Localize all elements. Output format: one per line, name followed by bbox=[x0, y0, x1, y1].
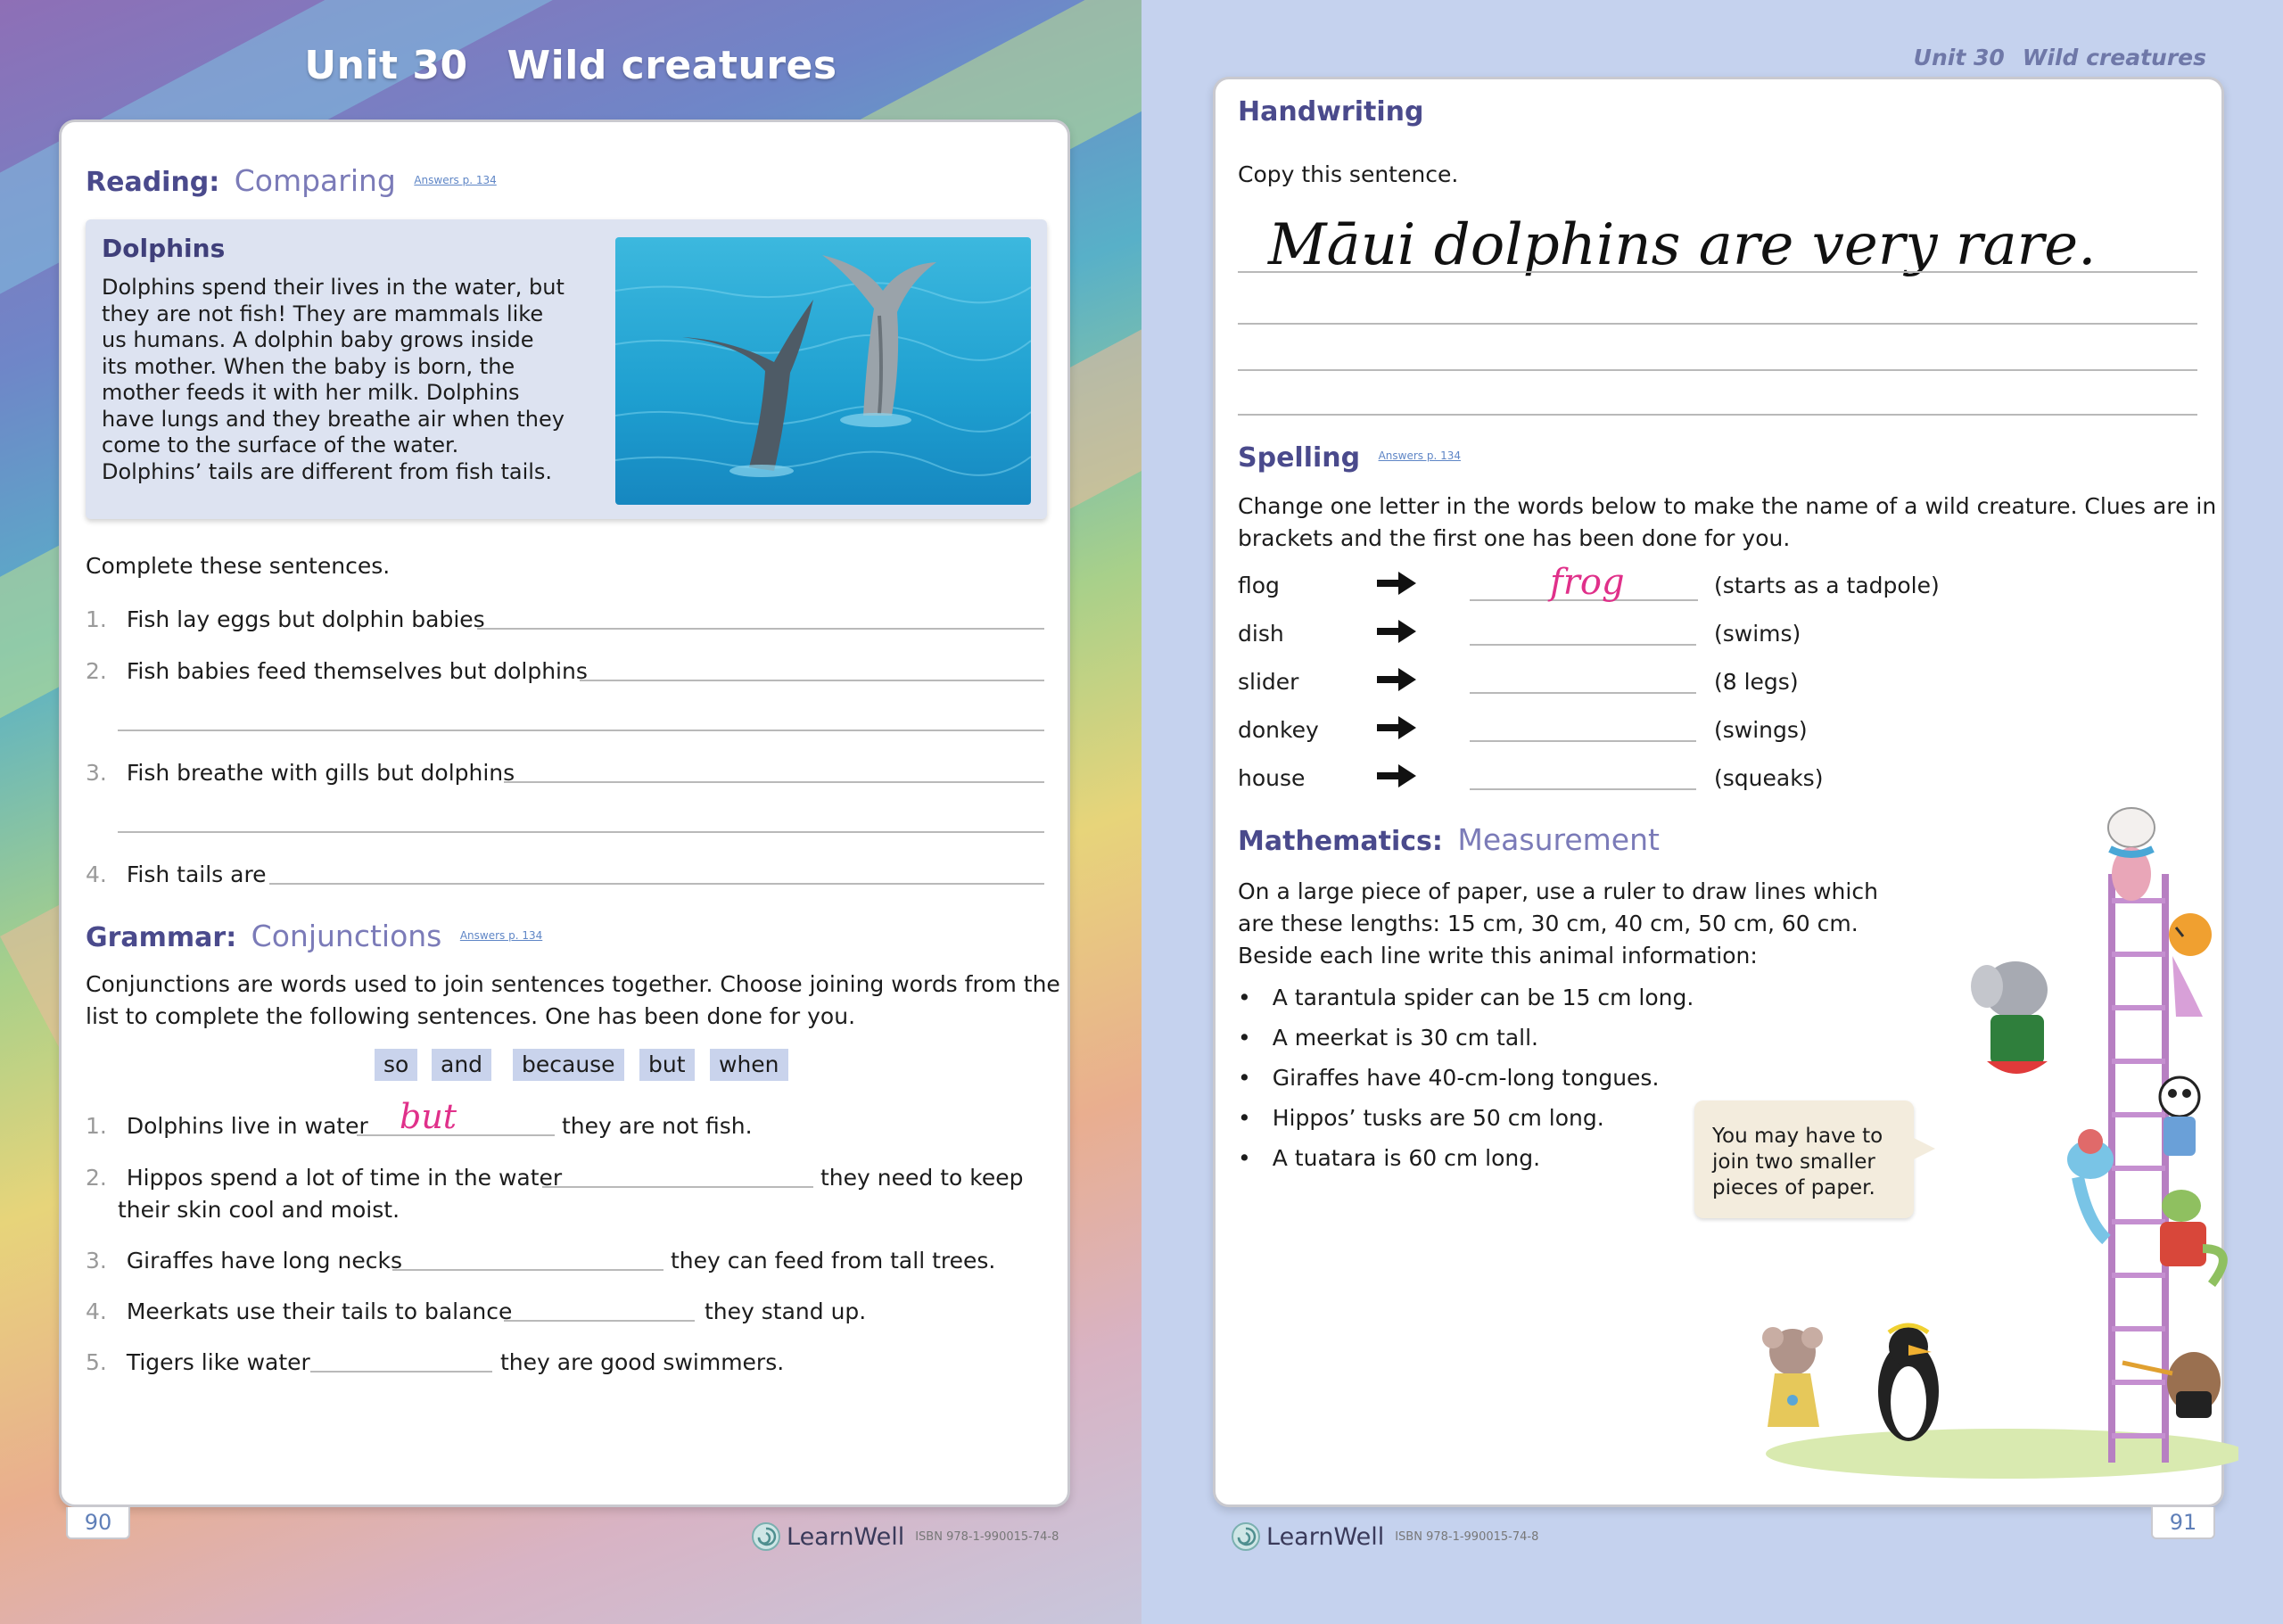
unit-topic: Wild creatures bbox=[507, 43, 837, 88]
handwriting-instruction: Copy this sentence. bbox=[1238, 161, 1459, 187]
bullet-icon: • bbox=[1238, 1145, 1251, 1171]
item-text-continued: their skin cool and moist. bbox=[118, 1197, 400, 1223]
item-number: 3. bbox=[86, 1248, 107, 1274]
question-number: 1. bbox=[86, 606, 107, 632]
maths-label: Mathematics: bbox=[1238, 826, 1443, 857]
item-text-before: Meerkats use their tails to balance bbox=[126, 1298, 513, 1324]
maths-intro-line: On a large piece of paper, use a ruler to draw lines which bbox=[1238, 878, 1878, 904]
word-chip-because: because bbox=[513, 1049, 624, 1081]
spelling-clue: (swims) bbox=[1714, 621, 1801, 647]
handwritten-answer: frog bbox=[1550, 562, 1625, 603]
dolphin-text-line: its mother. When the baby is born, the bbox=[102, 353, 515, 379]
question-text: Fish lay eggs but dolphin babies bbox=[126, 606, 485, 632]
question-1 bbox=[86, 606, 485, 632]
spelling-clue: (squeaks) bbox=[1714, 765, 1824, 791]
right-arrow-icon bbox=[1377, 572, 1416, 595]
spelling-intro-line: Change one letter in the words below to make the name of a wild creature. Clues are in bbox=[1238, 493, 2217, 519]
dolphin-text-line: come to the surface of the water. bbox=[102, 433, 459, 458]
handwriting-model-sentence: Māui dolphins are very rare. bbox=[1268, 212, 2097, 278]
dolphin-info-box bbox=[86, 219, 1047, 519]
unit-number: Unit 30 bbox=[304, 43, 468, 88]
dolphin-text-line: us humans. A dolphin baby grows inside bbox=[102, 327, 534, 352]
learnwell-logo-icon bbox=[751, 1521, 781, 1552]
spelling-intro-line: brackets and the first one has been done for you. bbox=[1238, 525, 1791, 551]
learnwell-logo-icon bbox=[1231, 1521, 1261, 1552]
dolphin-text-line: Dolphins spend their lives in the water, but bbox=[102, 275, 565, 300]
page-number: 90 bbox=[66, 1507, 130, 1539]
grammar-label: Grammar: bbox=[86, 922, 237, 953]
item-text-after: they can feed from tall trees. bbox=[671, 1248, 996, 1274]
spelling-word: slider bbox=[1238, 669, 1299, 695]
maths-bullet bbox=[1238, 1105, 1604, 1131]
grammar-subtitle: Conjunctions bbox=[251, 919, 442, 953]
bullet-text: A meerkat is 30 cm tall. bbox=[1272, 1025, 1538, 1051]
word-chip-but: but bbox=[639, 1049, 695, 1081]
item-text-after: they stand up. bbox=[705, 1298, 867, 1324]
grammar-item-3 bbox=[86, 1248, 402, 1274]
page-number: 91 bbox=[2151, 1507, 2215, 1539]
spelling-word: dish bbox=[1238, 621, 1284, 647]
spelling-heading bbox=[1238, 442, 1461, 474]
running-header bbox=[1914, 45, 2206, 70]
question-2 bbox=[86, 658, 588, 684]
item-text-after: they need to keep bbox=[820, 1165, 1024, 1191]
bullet-text: Hippos’ tusks are 50 cm long. bbox=[1272, 1105, 1604, 1131]
brand-name: LearnWell bbox=[787, 1522, 905, 1551]
writing-line-4[interactable] bbox=[1238, 414, 2197, 416]
maths-intro-line: Beside each line write this animal information: bbox=[1238, 943, 1758, 969]
speech-bubble bbox=[1694, 1101, 1914, 1218]
tuatara-character bbox=[2160, 1190, 2223, 1284]
header-topic: Wild creatures bbox=[2022, 45, 2206, 70]
grammar-item-2 bbox=[86, 1165, 562, 1191]
answer-line-4[interactable] bbox=[269, 883, 1044, 885]
question-number: 2. bbox=[86, 658, 107, 684]
spelling-clue: (starts as a tadpole) bbox=[1714, 573, 1940, 598]
spelling-answer-line[interactable] bbox=[1470, 740, 1696, 742]
writing-line-2[interactable] bbox=[1238, 323, 2197, 325]
word-chip-and: and bbox=[432, 1049, 491, 1081]
item-number: 2. bbox=[86, 1165, 107, 1191]
speech-line: join two smaller bbox=[1712, 1150, 1875, 1174]
speech-line: pieces of paper. bbox=[1712, 1176, 1875, 1199]
maths-subtitle: Measurement bbox=[1457, 822, 1660, 857]
dolphin-text-line: mother feeds it with her milk. Dolphins bbox=[102, 380, 520, 405]
right-arrow-icon bbox=[1377, 620, 1416, 643]
grammar-item-5 bbox=[86, 1349, 310, 1375]
brand-footer bbox=[751, 1521, 1059, 1552]
reading-answers-link[interactable]: Answers p. 134 bbox=[414, 174, 497, 186]
dolphin-text-line: have lungs and they breathe air when they bbox=[102, 406, 565, 432]
bullet-icon: • bbox=[1238, 985, 1251, 1010]
isbn: ISBN 978-1-990015-74-8 bbox=[915, 1529, 1059, 1544]
right-arrow-icon bbox=[1377, 764, 1416, 787]
speech-bubble-tail bbox=[1910, 1131, 1935, 1166]
writing-line-1[interactable] bbox=[1238, 271, 2197, 273]
blank-line-3[interactable] bbox=[392, 1269, 663, 1271]
spelling-word: house bbox=[1238, 765, 1306, 791]
dolphin-tails-photo bbox=[615, 237, 1031, 505]
question-text: Fish breathe with gills but dolphins bbox=[126, 760, 515, 786]
blank-line-2[interactable] bbox=[542, 1186, 813, 1188]
writing-line-3[interactable] bbox=[1238, 369, 2197, 371]
tiger-character bbox=[2169, 913, 2212, 1017]
word-chip-when: when bbox=[710, 1049, 788, 1081]
bullet-icon: • bbox=[1238, 1025, 1251, 1051]
question-number: 4. bbox=[86, 861, 107, 887]
handwritten-answer: but bbox=[400, 1097, 457, 1136]
elephant-character bbox=[1971, 961, 2048, 1074]
question-text: Fish babies feed themselves but dolphins bbox=[126, 658, 588, 684]
maths-bullet bbox=[1238, 985, 1694, 1010]
right-arrow-icon bbox=[1377, 668, 1416, 691]
bullet-text: A tarantula spider can be 15 cm long. bbox=[1272, 985, 1694, 1010]
dolphin-box-title: Dolphins bbox=[102, 234, 226, 263]
unit-title bbox=[0, 43, 1142, 88]
spelling-title: Spelling bbox=[1238, 442, 1361, 474]
bullet-text: A tuatara is 60 cm long. bbox=[1272, 1145, 1541, 1171]
bullet-icon: • bbox=[1238, 1105, 1251, 1131]
reading-instruction: Complete these sentences. bbox=[86, 553, 391, 579]
maths-bullet bbox=[1238, 1145, 1540, 1171]
isbn: ISBN 978-1-990015-74-8 bbox=[1395, 1529, 1539, 1544]
spelling-answer-line[interactable] bbox=[1470, 692, 1696, 694]
right-page bbox=[1142, 0, 2283, 1624]
spelling-clue: (swings) bbox=[1714, 717, 1808, 743]
grammar-intro-line: list to complete the following sentences. One has been done for you. bbox=[86, 1003, 856, 1029]
header-unit: Unit 30 bbox=[1913, 45, 2005, 70]
question-text: Fish tails are bbox=[126, 861, 267, 887]
reading-heading bbox=[86, 163, 497, 198]
spelling-clue: (8 legs) bbox=[1714, 669, 1799, 695]
item-number: 4. bbox=[86, 1298, 107, 1324]
spelling-answer-line[interactable] bbox=[1470, 788, 1696, 790]
item-number: 5. bbox=[86, 1349, 107, 1375]
koala-character bbox=[1762, 1327, 1823, 1427]
spelling-word: donkey bbox=[1238, 717, 1319, 743]
maths-intro-line: are these lengths: 15 cm, 30 cm, 40 cm, 50 cm, 60 cm. bbox=[1238, 911, 1859, 936]
answer-line-2a[interactable] bbox=[580, 680, 1044, 681]
spelling-answers-link[interactable]: Answers p. 134 bbox=[1378, 449, 1461, 462]
item-text-before: Dolphins live in water bbox=[126, 1113, 368, 1139]
answer-line-1[interactable] bbox=[477, 628, 1044, 630]
spelling-answer-line[interactable] bbox=[1470, 644, 1696, 646]
fish-character bbox=[2067, 1129, 2114, 1240]
word-chip-so: so bbox=[375, 1049, 417, 1081]
reading-label: Reading: bbox=[86, 167, 220, 198]
brand-footer bbox=[1231, 1521, 1538, 1552]
penguin-character bbox=[1878, 1325, 1939, 1441]
maths-bullet bbox=[1238, 1065, 1659, 1091]
spelling-word: flog bbox=[1238, 573, 1280, 598]
answer-line-2b[interactable] bbox=[118, 730, 1044, 731]
item-text-after: they are good swimmers. bbox=[500, 1349, 785, 1375]
item-text-after: they are not fish. bbox=[562, 1113, 753, 1139]
blank-line-5[interactable] bbox=[310, 1371, 492, 1373]
grammar-item-4 bbox=[86, 1298, 512, 1324]
reading-subtitle: Comparing bbox=[234, 163, 396, 198]
item-text-before: Tigers like water bbox=[126, 1349, 310, 1375]
maths-bullet bbox=[1238, 1025, 1538, 1051]
answer-line-3a[interactable] bbox=[504, 781, 1044, 783]
grammar-intro-line: Conjunctions are words used to join sentences together. Choose joining words from the bbox=[86, 971, 1060, 997]
item-text-before: Hippos spend a lot of time in the water bbox=[126, 1165, 563, 1191]
answer-line-3b[interactable] bbox=[118, 831, 1044, 833]
dolphin-text-line: Dolphins’ tails are different from fish tails. bbox=[102, 458, 553, 484]
question-number: 3. bbox=[86, 760, 107, 786]
item-number: 1. bbox=[86, 1113, 107, 1139]
question-3 bbox=[86, 760, 515, 786]
grammar-answers-link[interactable]: Answers p. 134 bbox=[459, 929, 543, 942]
brand-name: LearnWell bbox=[1266, 1522, 1385, 1551]
maths-heading bbox=[1238, 822, 1660, 857]
bullet-icon: • bbox=[1238, 1065, 1251, 1091]
speech-line: You may have to bbox=[1712, 1125, 1883, 1148]
right-arrow-icon bbox=[1377, 716, 1416, 739]
item-text-before: Giraffes have long necks bbox=[126, 1248, 402, 1274]
grammar-item-1 bbox=[86, 1113, 368, 1139]
sheep-character bbox=[2108, 808, 2155, 901]
dolphin-text-line: they are not fish! They are mammals like bbox=[102, 301, 544, 326]
dolphin-box-text bbox=[102, 275, 583, 485]
handwriting-heading: Handwriting bbox=[1238, 96, 1424, 128]
grammar-heading bbox=[86, 919, 542, 953]
bullet-text: Giraffes have 40-cm-long tongues. bbox=[1272, 1065, 1660, 1091]
blank-line-4[interactable] bbox=[504, 1320, 695, 1322]
question-4 bbox=[86, 861, 267, 887]
